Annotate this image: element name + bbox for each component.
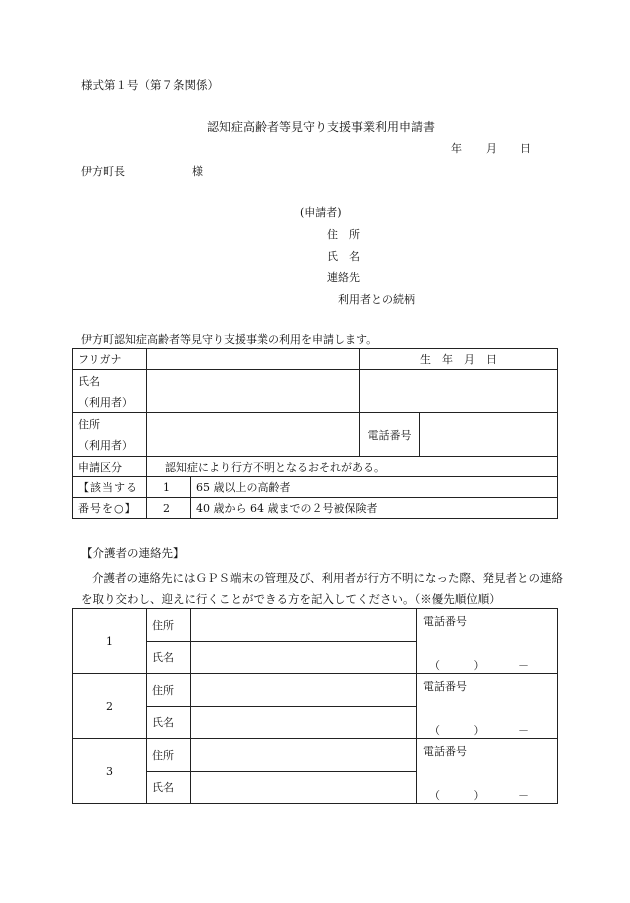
contact-address-label: 住所 — [147, 609, 191, 642]
address-sub-label: （利用者） — [78, 439, 133, 452]
birthdate-field[interactable] — [360, 349, 558, 370]
phone-close: ） — [473, 659, 485, 672]
category-instruction-1: 【該当する — [73, 477, 147, 498]
intro-text: 伊方町認知症高齢者等見守り支援事業の利用を申請します。 — [81, 333, 378, 346]
caregiver-description-line2: を取り交わし、迎えに行くことができる方を記入してください。（※優先順位順） — [81, 592, 501, 606]
user-phone-field[interactable] — [420, 413, 558, 457]
birth-day: 日 — [486, 353, 497, 366]
address-label-cell — [73, 413, 147, 457]
recipient-name: 伊方町長 — [81, 165, 125, 178]
category-instruction-2: 番号を○】 — [73, 498, 147, 519]
name-label-cell — [73, 370, 147, 413]
caregiver-heading: 【介護者の連絡先】 — [81, 546, 185, 560]
user-address-field[interactable] — [147, 413, 360, 457]
contact-phone-format — [417, 722, 557, 738]
phone-open: （ — [429, 659, 440, 672]
contact-address-field[interactable] — [191, 609, 417, 642]
application-table — [72, 348, 558, 519]
user-name-field[interactable] — [147, 370, 360, 413]
contact-name-label: 氏名 — [147, 771, 191, 804]
contact-phone-label: 電話番号 — [423, 615, 467, 628]
option-text: 40 歳から 64 歳までの２号被保険者 — [191, 498, 558, 519]
date-day: 日 — [520, 142, 531, 155]
contact-name-field[interactable] — [191, 771, 417, 804]
contact-phone-cell[interactable] — [417, 609, 558, 674]
caregiver-description-line1: 介護者の連絡先にはＧＰＳ端末の管理及び、利用者が行方不明になった際、発見者との連絡 — [92, 571, 564, 585]
applicant-address-label: 住 所 — [327, 228, 360, 241]
contact-name-label: 氏名 — [147, 706, 191, 739]
birth-label: 生 — [420, 353, 431, 366]
recipient-honorific: 様 — [192, 165, 203, 178]
date-year: 年 — [451, 142, 462, 155]
contact-phone-format — [417, 657, 557, 673]
contact-name-field[interactable] — [191, 641, 417, 674]
phone-open: （ — [429, 789, 440, 802]
phone-label: 電話番号 — [360, 413, 420, 457]
category-label: 申請区分 — [73, 457, 147, 477]
contact-name-field[interactable] — [191, 706, 417, 739]
furigana-field[interactable] — [147, 349, 360, 370]
caregiver-table — [72, 608, 558, 804]
option-number[interactable]: 1 — [147, 477, 191, 498]
contact-address-label: 住所 — [147, 739, 191, 772]
contact-address-label: 住所 — [147, 674, 191, 707]
applicant-heading: (申請者) — [300, 206, 342, 219]
form-number: 様式第１号（第７条関係） — [81, 78, 219, 92]
phone-dash: － — [518, 724, 529, 737]
birth-month: 月 — [464, 353, 475, 366]
contact-phone-format — [417, 787, 557, 803]
option-text: 65 歳以上の高齢者 — [191, 477, 558, 498]
contact-priority: 2 — [73, 674, 147, 739]
contact-phone-cell[interactable] — [417, 674, 558, 739]
birth-year: 年 — [442, 353, 453, 366]
contact-address-field[interactable] — [191, 674, 417, 707]
contact-phone-label: 電話番号 — [423, 745, 467, 758]
name-label: 氏名 — [78, 374, 100, 388]
phone-dash: － — [518, 659, 529, 672]
contact-phone-label: 電話番号 — [423, 680, 467, 693]
phone-dash: － — [518, 789, 529, 802]
furigana-label: フリガナ — [73, 349, 147, 370]
contact-name-label: 氏名 — [147, 641, 191, 674]
phone-open: （ — [429, 724, 440, 737]
category-note: 認知症により行方不明となるおそれがある。 — [147, 457, 558, 477]
date-month: 月 — [486, 142, 497, 155]
contact-priority: 3 — [73, 739, 147, 804]
name-sub-label: （利用者） — [78, 395, 133, 409]
address-label: 住所 — [78, 418, 100, 431]
option-number[interactable]: 2 — [147, 498, 191, 519]
phone-close: ） — [473, 724, 485, 737]
contact-address-field[interactable] — [191, 739, 417, 772]
phone-close: ） — [473, 789, 485, 802]
birthdate-value-field[interactable] — [360, 370, 558, 413]
contact-priority: 1 — [73, 609, 147, 674]
contact-phone-cell[interactable] — [417, 739, 558, 804]
applicant-contact-label: 連絡先 — [327, 271, 360, 284]
applicant-relation-label: 利用者との続柄 — [338, 293, 415, 306]
document-title: 認知症高齢者等見守り支援事業利用申請書 — [207, 120, 436, 134]
applicant-name-label: 氏 名 — [327, 250, 360, 263]
